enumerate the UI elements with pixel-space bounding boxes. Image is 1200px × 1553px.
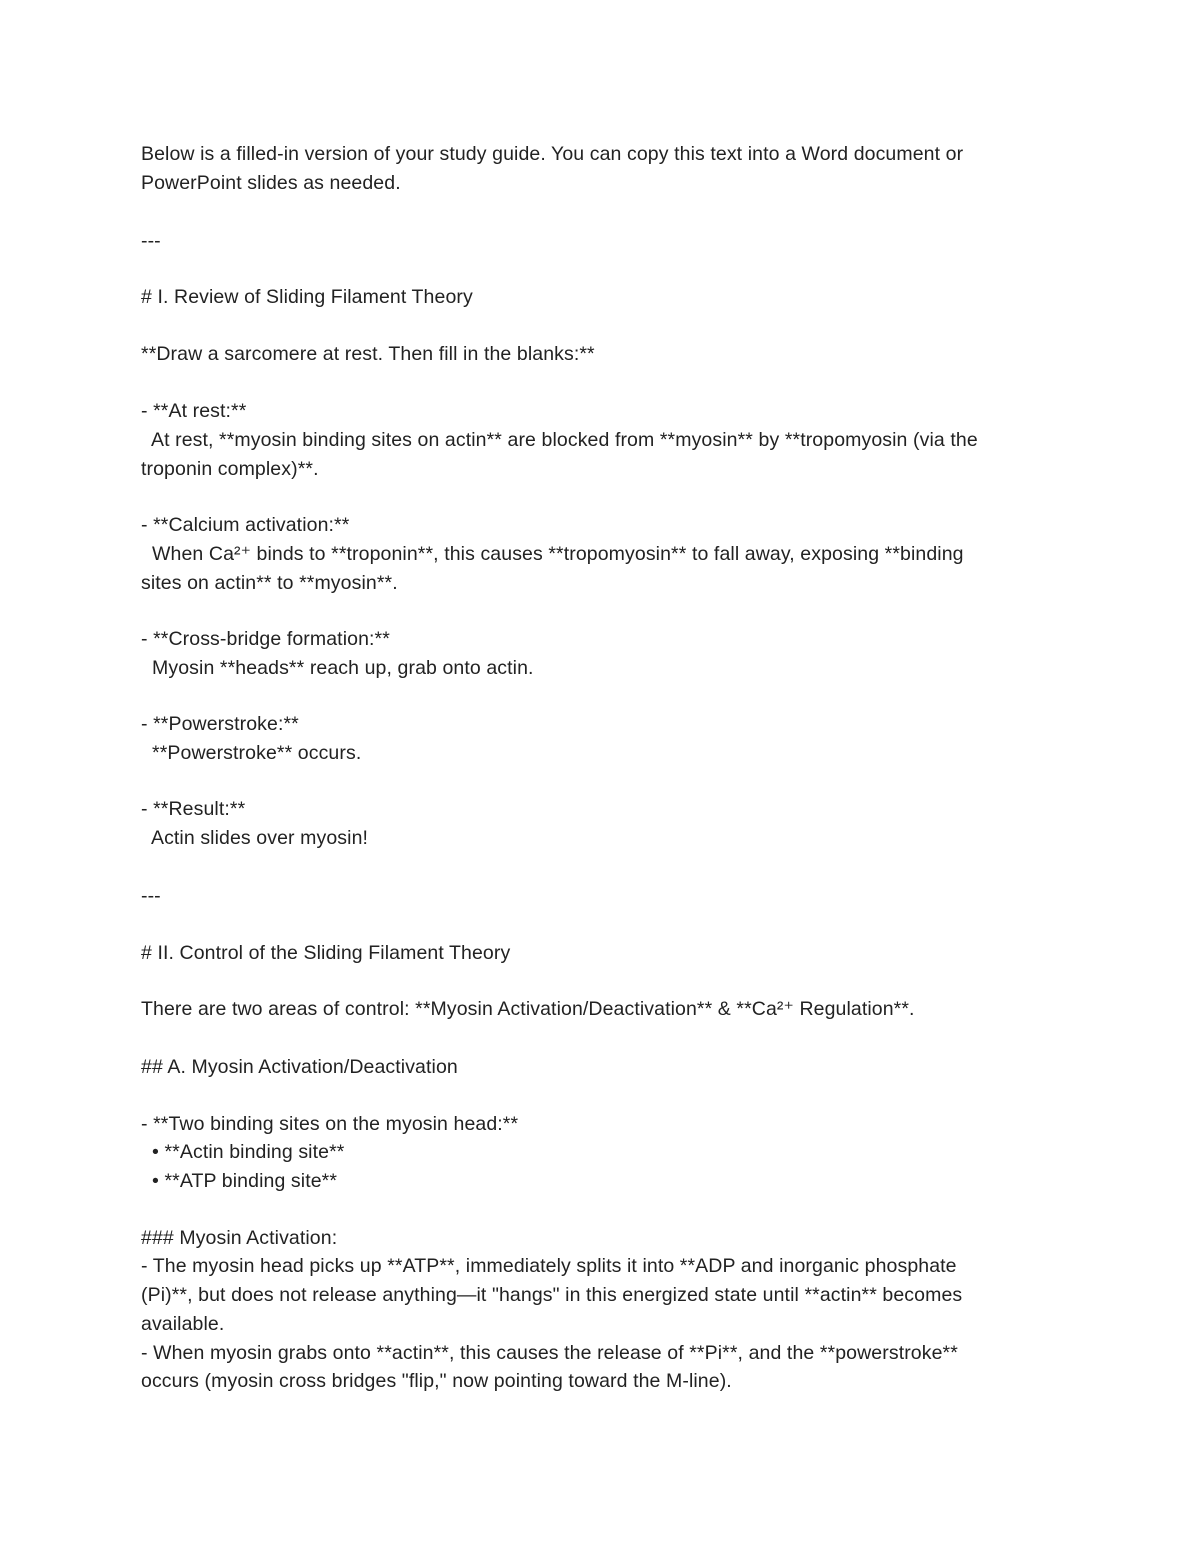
subsubsection-heading: ### Myosin Activation: <box>141 1227 338 1249</box>
bullet-item: • **ATP binding site** <box>141 1170 338 1192</box>
text-line: Myosin **heads** reach up, grab onto actin. <box>141 657 534 679</box>
text-line: **Draw a sarcomere at rest. Then fill in the blanks:** <box>141 343 595 365</box>
list-item: - **Result:** <box>141 798 246 820</box>
text-line: available. <box>141 1313 225 1335</box>
text-line: At rest, **myosin binding sites on actin** are blocked from **myosin** by **tropomyosin (via the <box>141 429 978 451</box>
horizontal-rule-text: --- <box>141 230 161 252</box>
section-heading: # II. Control of the Sliding Filament Theory <box>141 942 511 964</box>
horizontal-rule-text: --- <box>141 885 161 907</box>
section-heading: # I. Review of Sliding Filament Theory <box>141 286 473 308</box>
list-item: - **Calcium activation:** <box>141 514 350 536</box>
list-item: - **At rest:** <box>141 400 247 422</box>
text-line: troponin complex)**. <box>141 458 319 480</box>
list-item: - **Cross-bridge formation:** <box>141 628 390 650</box>
text-line: There are two areas of control: **Myosin Activation/Deactivation** & **Ca²⁺ Regulation**. <box>141 998 915 1020</box>
bullet-item: • **Actin binding site** <box>141 1141 345 1163</box>
list-item: - **Powerstroke:** <box>141 713 299 735</box>
text-line: sites on actin** to **myosin**. <box>141 572 398 594</box>
text-line: PowerPoint slides as needed. <box>141 172 401 194</box>
list-item: - The myosin head picks up **ATP**, immediately splits it into **ADP and inorganic phosphate <box>141 1255 957 1277</box>
text-line: When Ca²⁺ binds to **troponin**, this causes **tropomyosin** to fall away, exposing **binding <box>141 543 964 565</box>
text-line: occurs (myosin cross bridges "flip," now pointing toward the M-line). <box>141 1370 732 1392</box>
text-line: Actin slides over myosin! <box>141 827 369 849</box>
subsection-heading: ## A. Myosin Activation/Deactivation <box>141 1056 458 1078</box>
list-item: - **Two binding sites on the myosin head:** <box>141 1113 519 1135</box>
text-line: **Powerstroke** occurs. <box>141 742 362 764</box>
text-line: Below is a filled-in version of your study guide. You can copy this text into a Word document or <box>141 143 964 165</box>
text-line: (Pi)**, but does not release anything—it "hangs" in this energized state until **actin** becomes <box>141 1284 963 1306</box>
list-item: - When myosin grabs onto **actin**, this causes the release of **Pi**, and the **powerstroke** <box>141 1342 958 1364</box>
